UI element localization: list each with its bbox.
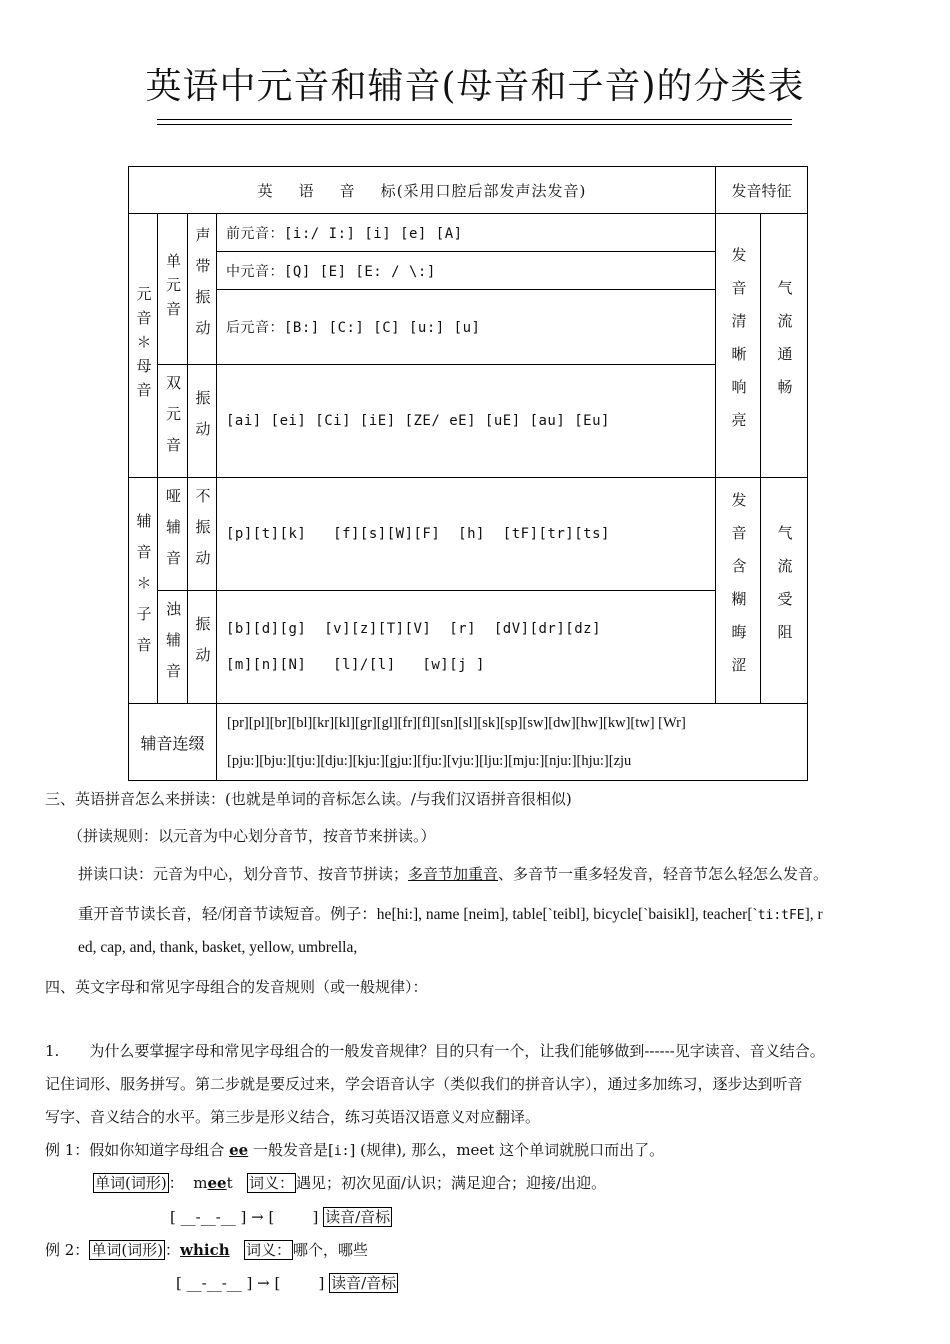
example1-word: 单词(词形) ： meet 词义： 遇见；初次见面/认识；满足迎合；迎接/出迎。 xyxy=(95,1174,607,1192)
example2-slot: [ __-__-__ ] → [ ] 读音/音标 xyxy=(176,1274,397,1292)
voiced-vibration: 振动 xyxy=(188,591,217,704)
consonant-group: 辅音＊子音 xyxy=(129,478,158,704)
vowel-group: 元音＊母音 xyxy=(129,214,158,478)
phonetic-table xyxy=(128,166,808,781)
voiced-consonants: [b][d][g] [v][z][T][V] [r] [dV][dr][dz] [m][n][N] [l]/[l] [w][j ] xyxy=(217,591,716,704)
central-vowels: 中元音：[Q] [E] [E: / \:] xyxy=(217,252,716,290)
consonant-feature-obstructed: 气流受阻 xyxy=(761,478,808,704)
voiceless-consonants: [p][t][k] [f][s][W][F] [h] [tF][tr][ts] xyxy=(217,478,716,591)
consonant-clusters: [pr][pl][br][bl][kr][kl][gr][gl][fr][fl][sn][sl][sk][sp][sw][dw][hw][kw][tw] [Wr] [pju:][bju:][tju:][dju:][kju:][gju:][fju:][vju:][lju:][mju:][nju:][hju:][zju xyxy=(217,704,808,781)
diphthong-vibration: 振动 xyxy=(188,365,217,478)
diphthong-label: 双元音 xyxy=(158,365,188,478)
example1-line: 例 1：假如你知道字母组合 ee 一般发音是[i:] (规律), 那么，meet 这个单词就脱口而出了。 xyxy=(45,1141,665,1159)
title-rule-bottom xyxy=(157,124,792,125)
section3-heading: 三、英语拼音怎么来拼读：(也就是单词的音标怎么读。/与我们汉语拼音很相似) xyxy=(45,790,572,808)
no-vibration: 不振动 xyxy=(188,478,217,591)
section3-tip: 拼读口诀：元音为中心，划分音节、按音节拼读；多音节加重音、多音节一重多轻发音，轻音节怎么轻怎么发音。 xyxy=(78,865,829,883)
diphthong-list: [ai] [ei] [Ci] [iE] [ZE/ eE] [uE] [au] [Eu] xyxy=(217,365,716,478)
monophthong-label: 单元音 xyxy=(158,214,188,365)
section3-examples-cont: ed, cap, and, thank, basket, yellow, umbrella, xyxy=(78,939,358,956)
back-vowels: 后元音：[B:] [C:] [C] [u:] [u] xyxy=(217,290,716,365)
vocal-fold-vibration: 声带振动 xyxy=(188,214,217,365)
consonant-feature-muffled: 发音含糊晦涩 xyxy=(716,478,761,704)
title-rule-top xyxy=(157,119,792,120)
section4-paragraph3: 写字、音义结合的水平。第三步是形义结合，练习英语汉语意义对应翻译。 xyxy=(45,1108,541,1126)
section4-heading: 四、英文字母和常见字母组合的发音规则（或一般规律）： xyxy=(45,978,428,996)
vowel-feature-clear: 发音清晰响亮 xyxy=(716,214,761,478)
front-vowels: 前元音：[i:/ I:] [i] [e] [A] xyxy=(217,214,716,252)
section4-paragraph1: 1. 为什么要掌握字母和常见字母组合的一般发音规律？目的只有一个，让我们能够做到------见字读音、音义结合。 xyxy=(45,1042,825,1060)
section3-examples: 重开音节读长音，轻/闭音节读短音。例子：he[hi:], name [neim], table[`teibl], bicycle[`baisikl], teacher[`ti:tFE], r xyxy=(78,906,823,923)
page-title: 英语中元音和辅音(母音和子音)的分类表 xyxy=(145,66,805,107)
cluster-label: 辅音连缀 xyxy=(129,704,217,781)
section3-rule: （拼读规则：以元音为中心划分音节，按音节来拼读。） xyxy=(68,827,436,845)
table-header: 英语音标(采用口腔后部发声法发音) xyxy=(129,167,716,214)
section4-paragraph2: 记住词形、服务拼写。第二步就是要反过来，学会语音认字（类似我们的拼音认字），通过多加练习，逐步达到听音 xyxy=(45,1075,803,1093)
vowel-feature-airflow: 气流通畅 xyxy=(761,214,808,478)
example2-word: 例 2： 单词(词形) ：which 词义： 哪个，哪些 xyxy=(45,1241,368,1259)
voiced-label: 浊辅音 xyxy=(158,591,188,704)
voiceless-label: 哑辅音 xyxy=(158,478,188,591)
feature-header: 发音特征 xyxy=(716,167,808,214)
example1-slot: [ __-__-__ ] → [ ] 读音/音标 xyxy=(170,1208,391,1226)
